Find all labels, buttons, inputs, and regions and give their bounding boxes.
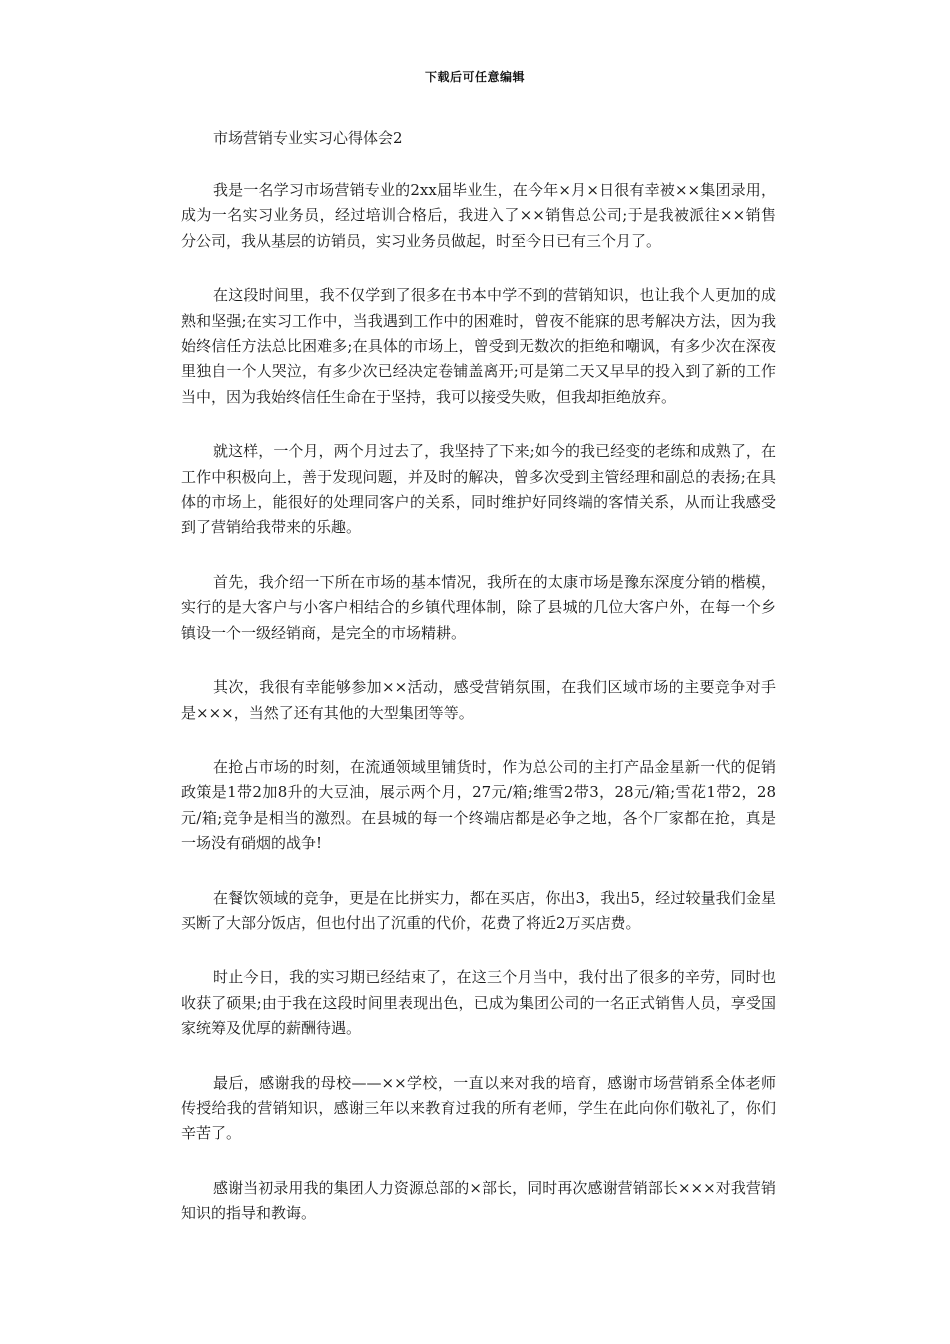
paragraph-8: 时止今日，我的实习期已经结束了，在这三个月当中，我付出了很多的辛劳，同时也收获了硕果;由于我在这段时间里表现出色，已成为集团公司的一名正式销售人员，享受国家统筹及优厚的薪酬待遇。 — [181, 968, 776, 1038]
paragraph-3: 就这样，一个月，两个月过去了，我坚持了下来;如今的我已经变的老练和成熟了，在工作中积极向上，善于发现问题，并及时的解决，曾多次受到主管经理和副总的表扬;在具体的市场上，能很好的处理同客户的关系，同时维护好同终端的客情关系，从而让我感受到了营销给我带来的乐趣。 — [181, 442, 776, 537]
document-body — [181, 126, 776, 1256]
header-note: 下载后可任意编辑 — [424, 70, 525, 84]
paragraph-9: 最后，感谢我的母校——××学校，一直以来对我的培育，感谢市场营销系全体老师传授给我的营销知识，感谢三年以来教育过我的所有老师，学生在此向你们敬礼了，你们辛苦了。 — [181, 1073, 776, 1143]
paragraph-4: 首先，我介绍一下所在市场的基本情况，我所在的太康市场是豫东深度分销的楷模，实行的是大客户与小客户相结合的乡镇代理体制，除了县城的几位大客户外，在每一个乡镇设一个一级经销商，是完全的市场精耕。 — [181, 572, 776, 642]
paragraph-10: 感谢当初录用我的集团人力资源总部的×部长，同时再次感谢营销部长×××对我营销知识的指导和教诲。 — [181, 1178, 776, 1223]
paragraph-5: 其次，我很有幸能够参加××活动，感受营销氛围，在我们区域市场的主要竞争对手是×××，当然了还有其他的大型集团等等。 — [181, 678, 776, 722]
paragraph-7: 在餐饮领域的竞争，更是在比拼实力，都在买店，你出3，我出5，经过较量我们金星买断了大部分饭店，但也付出了沉重的代价，花费了将近2万买店费。 — [181, 888, 776, 932]
document-title: 市场营销专业实习心得体会2 — [213, 129, 403, 147]
paragraph-6: 在抢占市场的时刻，在流通领域里铺货时，作为总公司的主打产品金星新一代的促销政策是1带2加8升的大豆油，展示两个月，27元/箱;维雪2带3，28元/箱;雪花1带2，28元/箱;竞争是相当的激烈。在县城的每一个终端店都是必争之地，各个厂家都在抢，真是一场没有硝烟的战争! — [181, 757, 776, 853]
paragraph-2: 在这段时间里，我不仅学到了很多在书本中学不到的营销知识，也让我个人更加的成熟和坚强;在实习工作中，当我遇到工作中的困难时，曾夜不能寐的思考解决方法，因为我始终信任方法总比困难多;在具体的市场上，曾受到无数次的拒绝和嘲讽，有多少次在深夜里独自一个人哭泣，有多少次已经决定卷铺盖离开;可是第二天又早早的投入到了新的工作当中，因为我始终信任生命在于坚持，我可以接受失败，但我却拒绝放弃。 — [181, 286, 776, 406]
paragraph-1: 我是一名学习市场营销专业的2xx届毕业生，在今年×月×日很有幸被××集团录用，成为一名实习业务员，经过培训合格后，我进入了××销售总公司;于是我被派往××销售分公司，我从基层的访销员，实习业务员做起，时至今日已有三个月了。 — [181, 181, 776, 250]
